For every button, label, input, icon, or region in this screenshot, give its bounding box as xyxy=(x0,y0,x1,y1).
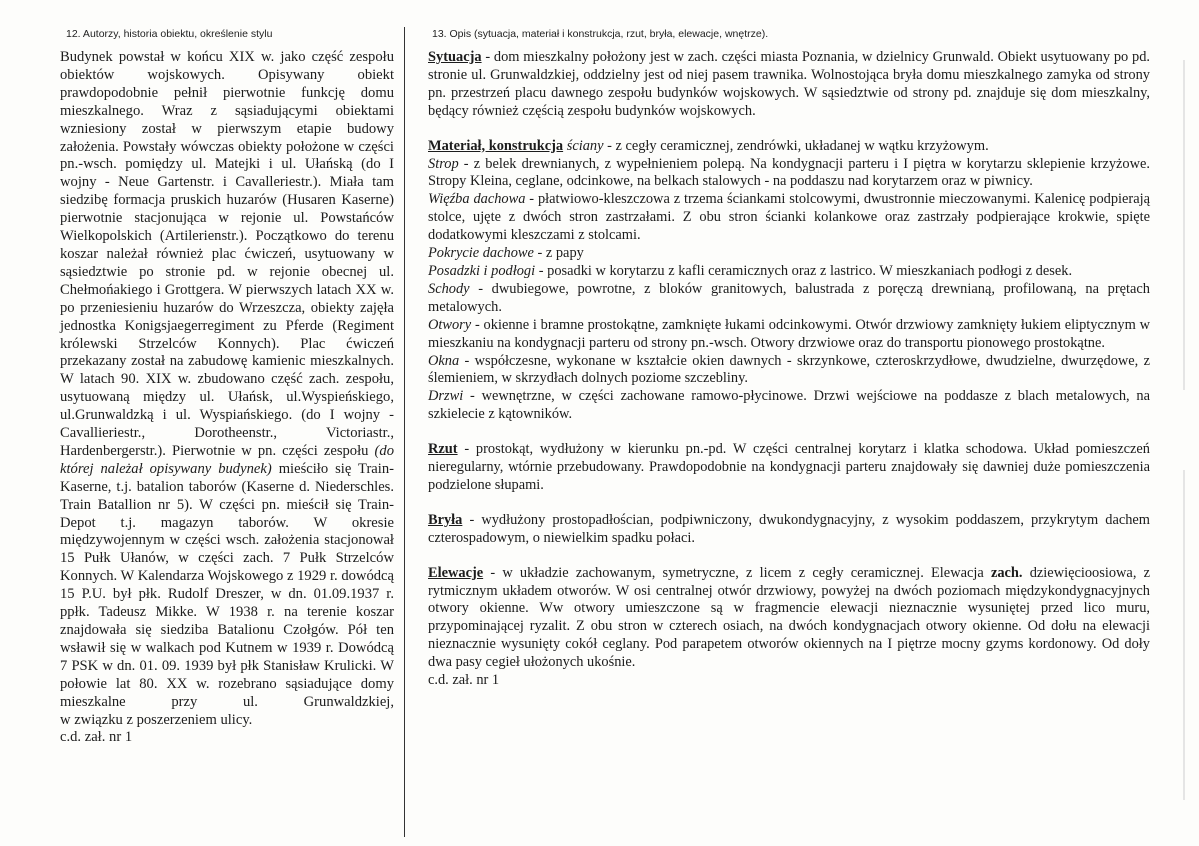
material-item xyxy=(428,281,1150,317)
history-text-end: mieściło się Train-Kaserne, t.j. batalion taborów (Kaserne d. Niederschles. Train Batallion nr 5). W części pn. mieścił się Train-Depot t.j. magazyn taborów. W okresie międzywojennym w części wsch. założenia stacjonował 15 Pułk Ułanów, w części zach. 7 Pułk Strzelców Konnych. W Kalendarza Wojskowego z 1929 r. dowódcą 15 P.U. był płk. Rudolf Dreszer, w dn. 01.09.1937 r. ppłk. Tadeusz Mikke. W 1938 r. na terenie koszar znajdowała się siedziba Batalionu Czołgów. Pół ten wsławił się w walkach pod Kutnem w 1939 r. Dowódcą 7 PSK w dn. 01. 09. 1939 był płk Stanisław Krulicki. W połowie lat 80. XX w. rozebrano sąsiadujące domy mieszkalne przy ul. Grunwaldzkiej, xyxy=(60,460,394,710)
material-term: ściany xyxy=(566,137,604,154)
material-item xyxy=(428,388,1150,424)
history-continuation-note: c.d. zał. nr 1 xyxy=(60,729,133,746)
section-sytuacja xyxy=(428,49,1150,121)
heading-sytuacja: Sytuacja xyxy=(428,49,482,65)
description-continuation-note: c.d. zał. nr 1 xyxy=(428,672,500,689)
material-text: - z cegły ceramicznej, zendrówki, układanej w wątku krzyżowym. xyxy=(603,137,989,154)
description-column xyxy=(428,49,1150,690)
material-term: Posadzki i podłogi xyxy=(428,262,536,279)
material-item xyxy=(428,263,1150,281)
scan-edge-shadow xyxy=(1183,60,1185,390)
material-item xyxy=(428,138,1150,156)
right-column-header: 13. Opis (sytuacja, materiał i konstrukcja, rzut, bryła, elewacje, wnętrze). xyxy=(432,28,769,40)
scan-edge-shadow xyxy=(1183,470,1185,800)
material-text: - okienne i bramne prostokątne, zamknięte łukami odcinkowymi. Otwór drzwiowy zamknięty łukiem eliptycznym w mieszkaniu na kondygnacji parteru od strony pn.-wsch. Otwory drzwiowe oraz do transportu pionowego prostokątne. xyxy=(428,316,1150,351)
material-term: Schody xyxy=(428,280,470,297)
material-text: - z papy xyxy=(533,245,584,262)
history-column xyxy=(60,49,394,747)
material-item xyxy=(428,191,1150,245)
section-rzut xyxy=(428,441,1150,495)
material-text: - dwubiegowe, powrotne, z bloków granitowych, balustrada z poręczą drewnianą, profilowaną, na prętach metalowych. xyxy=(428,280,1150,315)
material-item xyxy=(428,245,1150,263)
heading-material: Materiał, konstrukcja xyxy=(428,137,564,154)
material-term: Pokrycie dachowe xyxy=(428,245,534,262)
column-divider xyxy=(404,27,405,837)
elewacje-bold-direction: zach. xyxy=(990,564,1023,581)
material-term: Okna xyxy=(428,352,460,369)
material-text: - posadki w korytarzu z kafli ceramicznych oraz z lastrico. W mieszkaniach podłogi z desek. xyxy=(535,262,1073,279)
bryla-text: - wydłużony prostopadłościan, podpiwniczony, dwukondygnacyjny, z wysokim poddaszem, przykrytym dachem czterospadowym, o niewielkim spadku połaci. xyxy=(428,511,1150,546)
material-term: Strop xyxy=(428,155,459,172)
history-italic-note: (do której należał opisywany budynek) xyxy=(60,442,395,477)
elewacje-text-cont: dziewięcioosiowa, z rytmicznym układem otworów. W osi centralnej otwór drzwiowy, powyżej na dwóch poziomach międzykondygnacyjnych otwory okienne. Ww otwory umieszczone są w fragmencie elewacji nieznacznie wysuniętej przed lico muru, przypominającej ryzalit. Z obu stron w czterech osiach, na dwóch kondygnacjach otwory okienne. Od dołu na elewacji nieznacznie wysunięty cokół ceglany. Pod parapetem otworów okiennych na I piętrze mocny gzyms kordonowy. Od doły dwa pasy cegieł ułożonych ukośnie. xyxy=(428,564,1150,671)
material-item xyxy=(428,156,1150,192)
material-term: Więźba dachowa xyxy=(428,191,526,208)
heading-elewacje: Elewacje xyxy=(428,564,484,581)
material-term: Drzwi xyxy=(428,388,464,405)
material-text: - z belek drewnianych, z wypełnieniem polepą. Na kondygnacji parteru i I piętra w korytarzu sklepienie krzyżowe. Stropy Kleina, ceglane, odcinkowe, na belkach stalowych - na poddaszu nad korytarzem oraz w piwnicy. xyxy=(428,155,1150,190)
material-item xyxy=(428,317,1150,353)
history-last-line: w związku z poszerzeniem ulicy. xyxy=(60,711,253,728)
history-text: Budynek powstał w końcu XIX w. jako część zespołu obiektów wojskowych. Opisywany obiekt prawdopodobnie pełnił pierwotnie funkcję domu mieszkalnego. Wraz z sąsiadującymi obiektami wzniesiony został w pierwszym etapie budowy założenia. Powstały wówczas obiekty położone w części pn.-wsch. pomiędzy ul. Matejki i ul. Ułańską (do I wojny - Neue Gartenstr. i Cavalleriestr.). Miała tam siedzibę formacja pruskich huzarów (Husaren Kaserne) pierwotnie stacjonująca w rejonie ul. Powstańców Wielkopolskich (Artilerienstr.). Początkowo do terenu koszar należał również plac ćwiczeń, usytuowany w sąsiedztwie po stronie pd. w rejonie obecnej ul. Chełmońakiego i Grottgera. W pierwszych latach XX w. po przeniesieniu huzarów do Wrzeszcza, obiekty zajęła jednostka Konigsjaegerregiment zu Pferde (Regiment królewski Strzelców Konnych). Plac ćwiczeń przekazany został na zabudowę kamienic mieszkalnych. W latach 90. XIX w. zbudowano część zach. zespołu, usytuowaną między ul. Ułańsk, ul.Wyspieńskiego, ul.Grunwaldzką i ul. Wyspiańskiego. (do I wojny - Cavallieriestr., Dorotheenstr., Victoriastr., Hardenbergerstr.). Pierwotnie w pn. części zespołu xyxy=(60,49,394,459)
section-elewacje xyxy=(428,565,1150,672)
heading-rzut: Rzut xyxy=(428,441,458,458)
material-text: - wewnętrzne, w części zachowane ramowo-płycinowe. Drzwi wejściowe na poddasze z blach metalowych, na szkielecie z kątowników. xyxy=(428,388,1150,423)
heading-bryla: Bryła xyxy=(428,511,463,528)
section-bryla xyxy=(428,512,1150,548)
material-text: - współczesne, wykonane w kształcie okien dawnych - skrzynkowe, czteroskrzydłowe, dwudzielne, dwurzędowe, z ślemieniem, w skrzydłach dolnych poziome szczebliny. xyxy=(428,352,1150,387)
sytuacja-text: - dom mieszkalny położony jest w zach. części miasta Poznania, w dzielnicy Grunwald. Obiekt usytuowany po pd. stronie ul. Grunwaldzkiej, oddzielny jest od niej pasem trawnika. Wolnostojąca bryła domu mieszkalnego zamyka od strony pn. przestrzeń placu dawnego zespołu budynków wojskowych. W sąsiedztwie od strony pd. znajduje się dom mieszkalny, będący również częścią zespołu budynków wojskowych. xyxy=(428,49,1150,119)
left-column-header: 12. Autorzy, historia obiektu, określenie stylu xyxy=(66,28,273,40)
material-term: Otwory xyxy=(428,316,472,333)
elewacje-text: - w układzie zachowanym, symetryczne, z licem z cegły ceramicznej. Elewacja xyxy=(483,564,991,581)
material-text: - płatwiowo-kleszczowa z trzema ściankami stolcowymi, dwustronnie mieczowanymi. Kalenicę podpierają stolce, ujęte z dwóch stron zastrzałami. Z obu stron ścianki kolankowe oraz zastrzały podpierające krokwie, spięte dodatkowymi kleszczami z stolcami. xyxy=(428,191,1150,244)
rzut-text: - prostokąt, wydłużony w kierunku pn.-pd. W części centralnej korytarz i klatka schodowa. Układ pomieszczeń nieregularny, wtórnie przebudowany. Prawdopodobnie na kondygnacji parteru znajdowały się dawniej duże pomieszczenia podzielone słupami. xyxy=(428,441,1150,493)
history-paragraph xyxy=(60,49,394,712)
material-item xyxy=(428,353,1150,389)
